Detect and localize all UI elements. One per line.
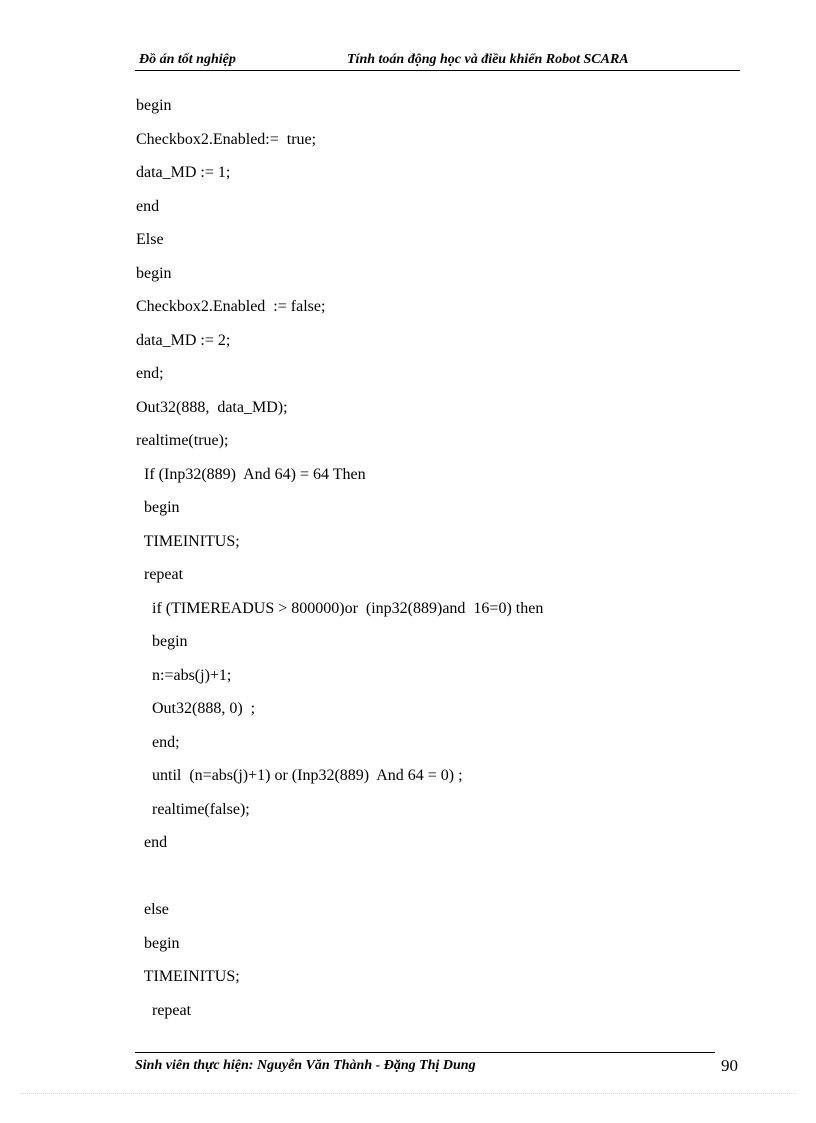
code-line: end (136, 834, 168, 851)
page-number: 90 (721, 1056, 738, 1075)
code-line: begin (136, 265, 172, 282)
code-line: realtime(true); (136, 432, 229, 449)
code-line: begin (136, 633, 188, 650)
code-line: realtime(false); (136, 801, 250, 818)
code-line: Out32(888, 0) ; (136, 700, 256, 717)
code-line: end (136, 198, 160, 215)
code-line: begin (136, 935, 180, 952)
code-line: TIMEINITUS; (136, 968, 240, 985)
code-line: data_MD := 2; (136, 332, 231, 349)
code-line: begin (136, 499, 180, 516)
code-line: until (n=abs(j)+1) or (Inp32(889) And 64 = 0) ; (136, 767, 463, 784)
code-line: else (136, 901, 169, 918)
footer-author: Sinh viên thực hiện: Nguyễn Văn Thành - Đặng Thị Dung (135, 1058, 476, 1073)
code-line: Checkbox2.Enabled:= true; (136, 131, 317, 148)
code-line: Checkbox2.Enabled := false; (136, 298, 326, 315)
code-line: if (TIMEREADUS > 800000)or (inp32(889)and 16=0) then (136, 600, 544, 617)
code-line: end; (136, 734, 180, 751)
code-line: repeat (136, 566, 184, 583)
code-line: Out32(888, data_MD); (136, 399, 288, 416)
header-title-left: Đồ án tốt nghiệp (139, 52, 236, 67)
page-footer (135, 1058, 740, 1076)
code-line: Else (136, 231, 164, 248)
code-line: begin (136, 97, 172, 114)
code-line: n:=abs(j)+1; (136, 667, 232, 684)
page-bottom-divider (20, 1093, 796, 1094)
code-line: TIMEINITUS; (136, 533, 240, 550)
header-title-right: Tính toán động học và điều khiển Robot SCARA (347, 52, 629, 67)
code-line: repeat (136, 1002, 192, 1019)
code-line: If (Inp32(889) And 64) = 64 Then (136, 466, 366, 483)
page-header (135, 52, 740, 71)
code-line: end; (136, 365, 164, 382)
code-line: data_MD := 1; (136, 164, 231, 181)
footer-divider (135, 1052, 715, 1053)
